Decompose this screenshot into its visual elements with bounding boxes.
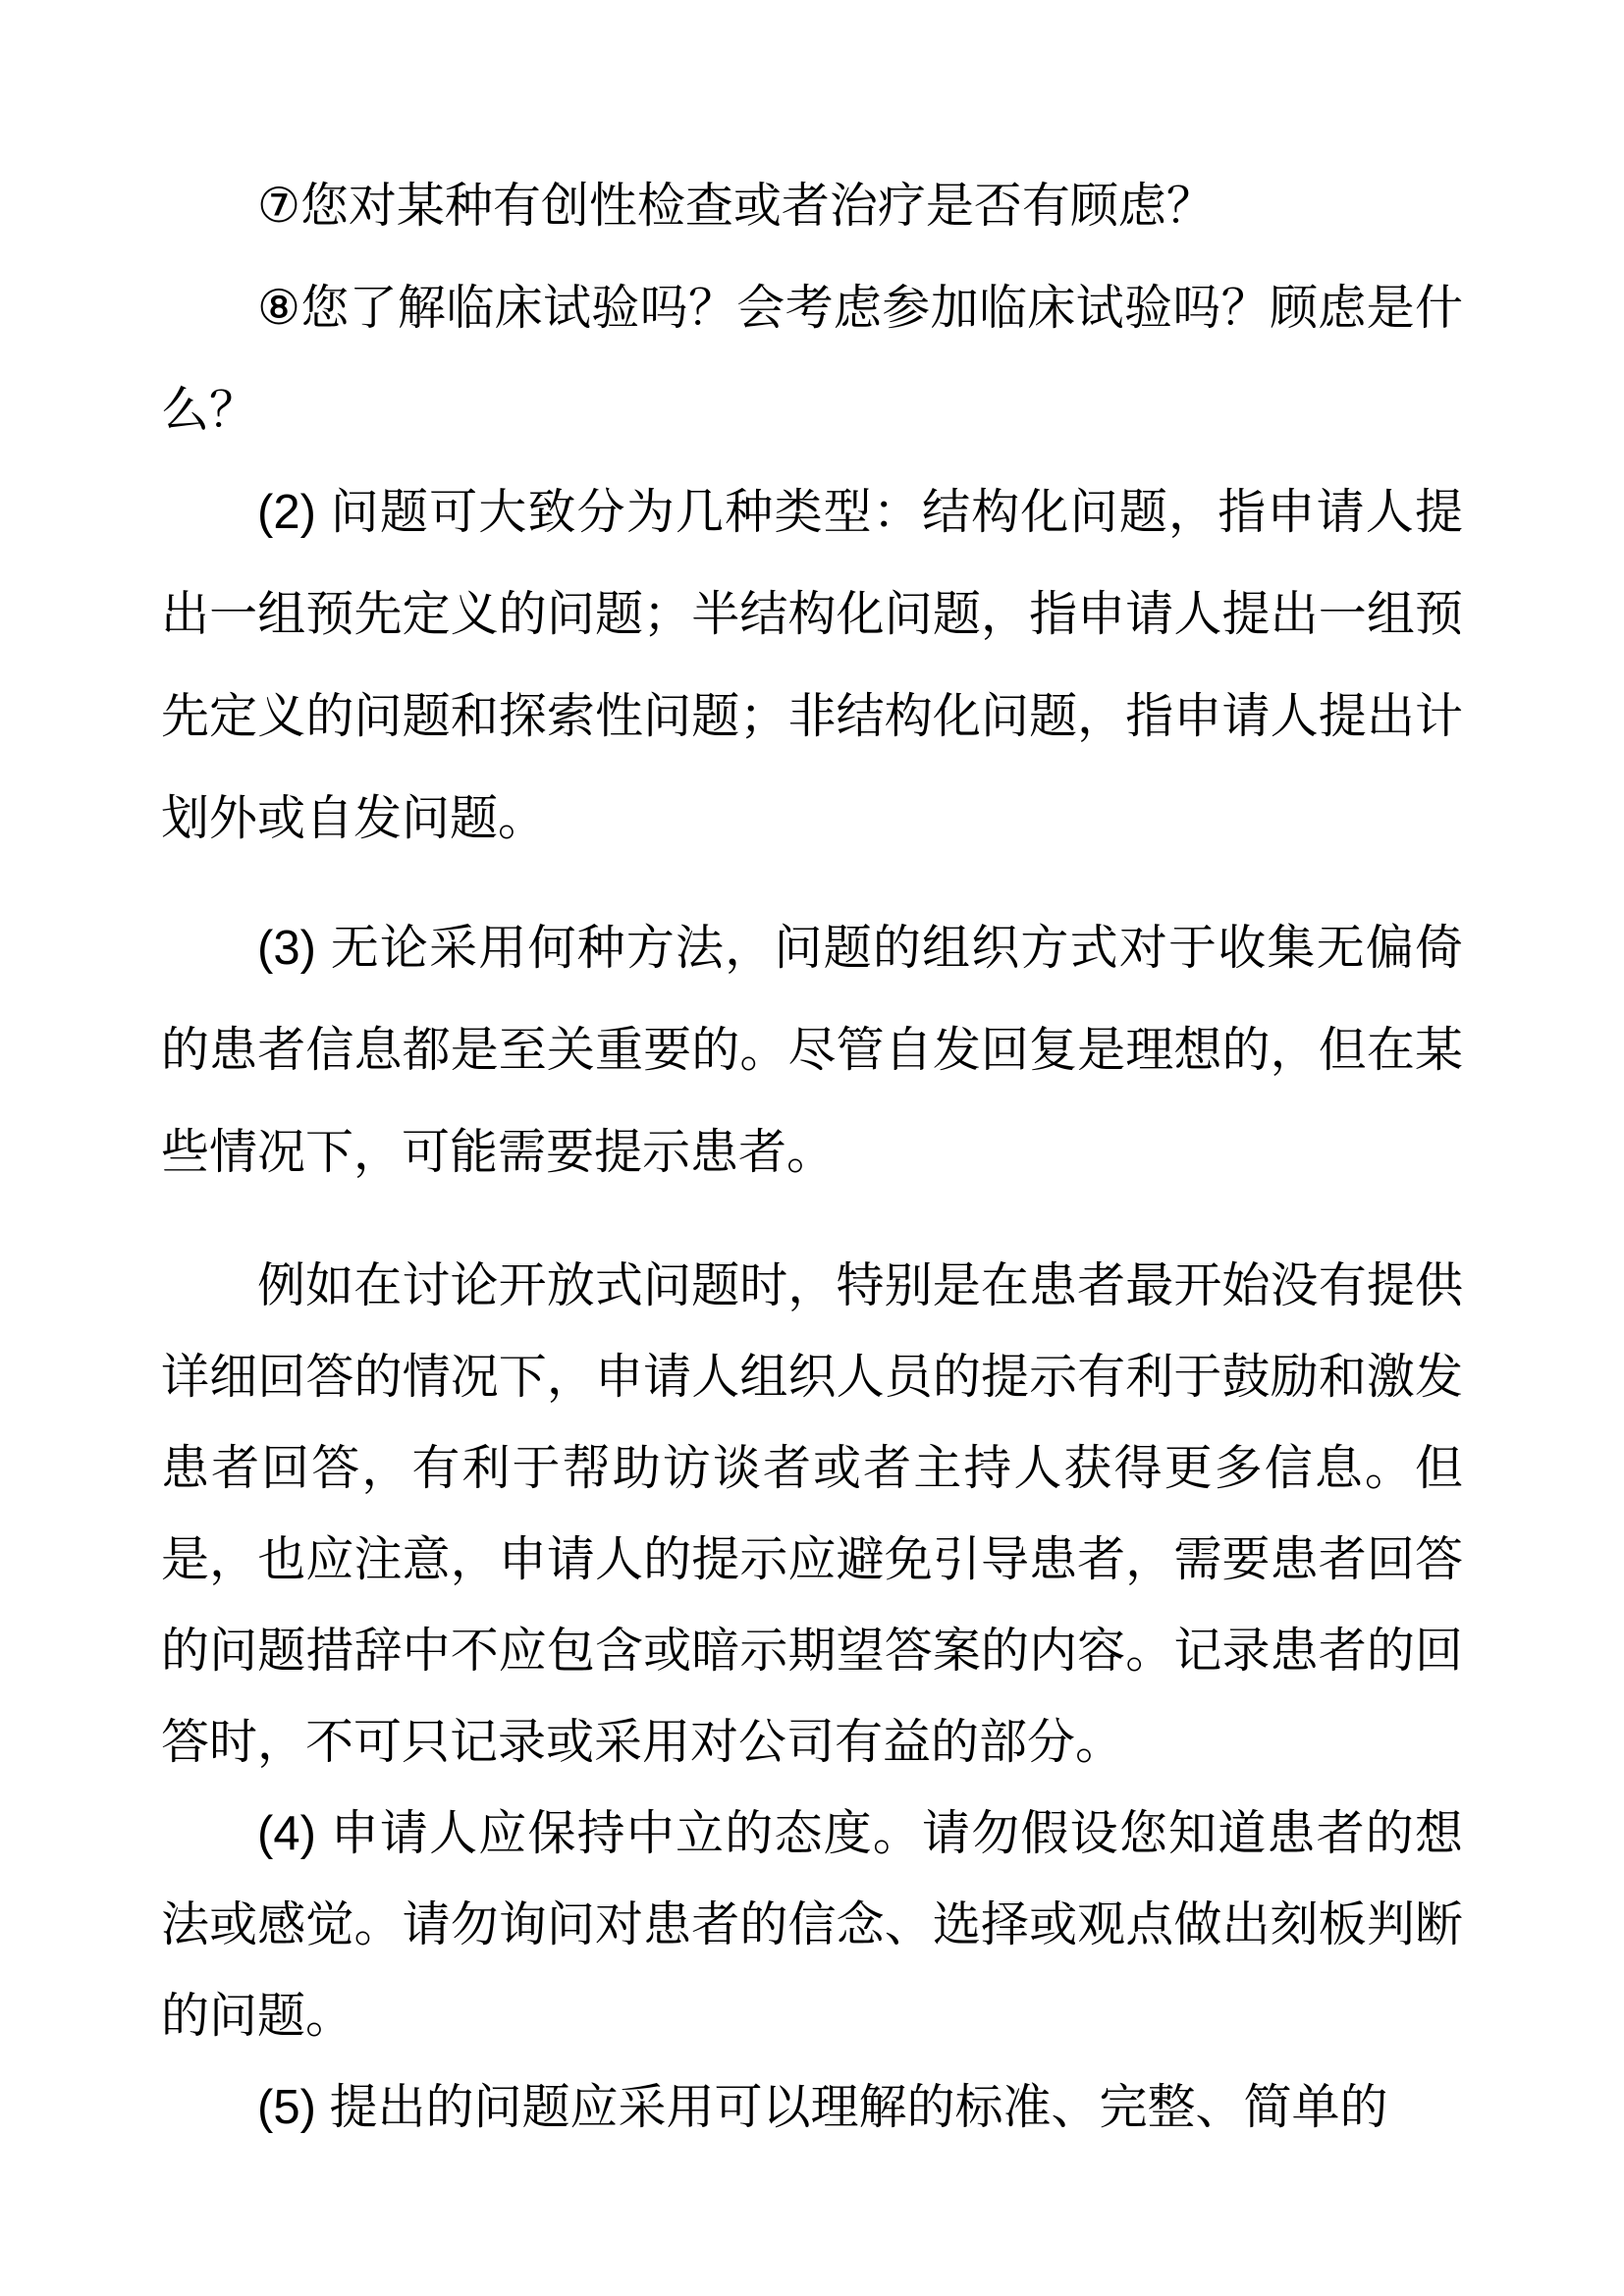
paragraph-item-2: (2) 问题可大致分为几种类型：结构化问题，指申请人提出一组预先定义的问题；半结构化问题，指申请人提出一组预先定义的问题和探索性问题；非结构化问题，指申请人提出计划外或自发问题。 <box>161 486 1463 845</box>
paragraph-question-7: ⑦您对某种有创性检查或者治疗是否有顾虑？ <box>257 180 1215 233</box>
paragraph-item-4: (4) 申请人应保持中立的态度。请勿假设您知道患者的想法或感觉。请勿询问对患者的信念、选择或观点做出刻板判断的问题。 <box>161 1807 1463 2043</box>
paragraph-question-8: ⑧您了解临床试验吗？会考虑参加临床试验吗？顾虑是什么？ <box>161 282 1463 437</box>
paragraph-item-3: (3) 无论采用何种方法，问题的组织方式对于收集无偏倚的患者信息都是至关重要的。尽管自发回复是理想的，但在某些情况下，可能需要提示患者。 <box>161 922 1463 1179</box>
page-content <box>161 155 1463 2154</box>
paragraph-example: 例如在讨论开放式问题时，特别是在患者最开始没有提供详细回答的情况下，申请人组织人员的提示有利于鼓励和激发患者回答，有利于帮助访谈者或者主持人获得更多信息。但是，也应注意，申请人的提示应避免引导患者，需要患者回答的问题措辞中不应包含或暗示期望答案的内容。记录患者的回答时，不可只记录或采用对公司有益的部分。 <box>161 1259 1463 1769</box>
paragraph-item-5: (5) 提出的问题应采用可以理解的标准、完整、简单的 <box>257 2081 1388 2134</box>
